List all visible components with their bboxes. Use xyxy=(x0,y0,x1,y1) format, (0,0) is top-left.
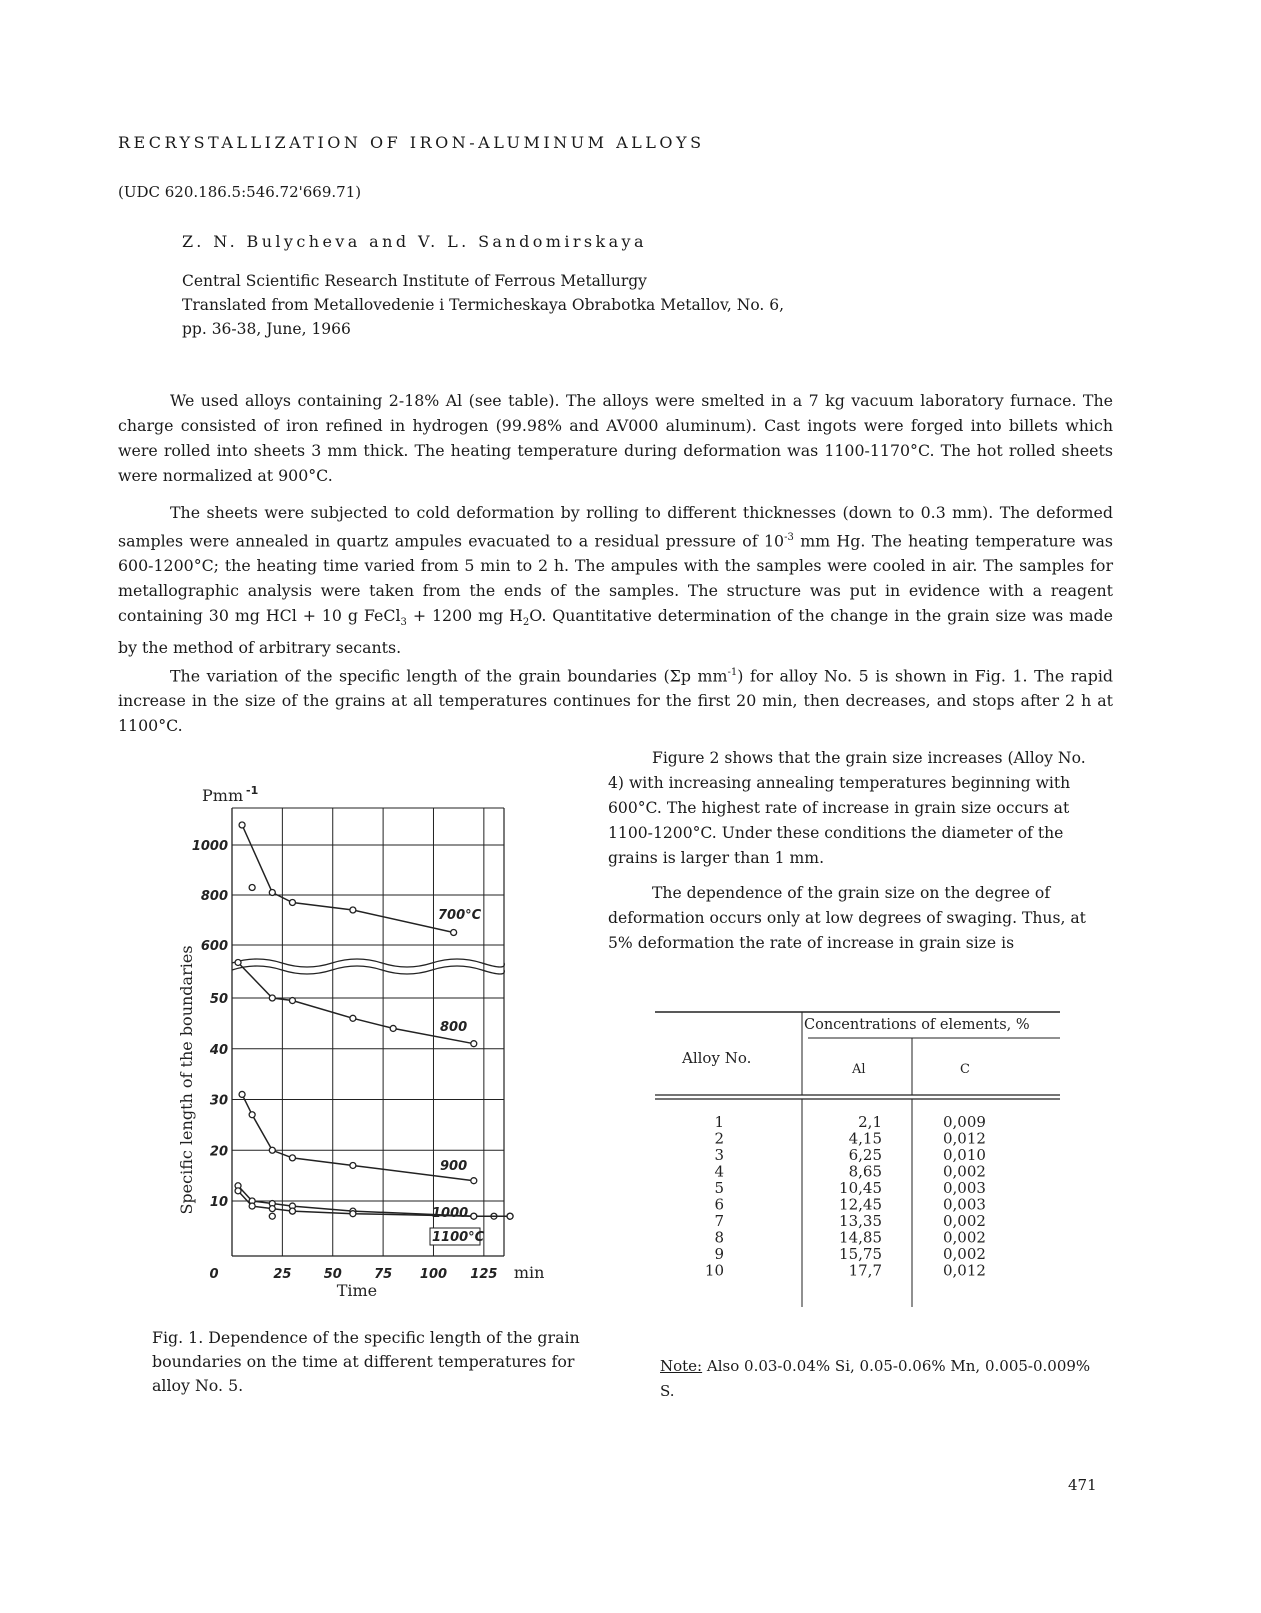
table-cell-al: 6,25 xyxy=(848,1146,882,1164)
table-cell-c: 0,003 xyxy=(943,1179,986,1197)
note-label: Note: xyxy=(660,1357,703,1375)
table-cell-alloy: 10 xyxy=(704,1261,724,1280)
table-header-concentrations: Concentrations of elements, % xyxy=(804,1017,1030,1033)
figure-1-caption: Fig. 1. Dependence of the specific length of the grain boundaries on the time at different temperatures for alloy No. 5. xyxy=(152,1328,580,1395)
data-point xyxy=(269,995,275,1001)
y-tick-label: 1000 xyxy=(191,839,228,854)
y-unit-label: Pmm xyxy=(202,786,244,805)
right-paragraph-1: Figure 2 shows that the grain size increases (Alloy No. 4) with increasing annealing temperatures beginning with 600°C. The highest rate of increase in grain size occurs at 1100-1200°C. Under these conditions the diameter of the grains is larger than 1 mm. xyxy=(608,749,1086,867)
y-tick-label: 30 xyxy=(209,1093,228,1109)
table-cell-c: 0,002 xyxy=(943,1228,986,1247)
x-tick-label: 125 xyxy=(470,1267,498,1282)
table-cell-alloy: 1 xyxy=(714,1113,724,1131)
data-point xyxy=(289,1155,295,1161)
series-label-3: 1000 xyxy=(432,1206,469,1221)
table-cell-al: 14,85 xyxy=(839,1228,882,1247)
series-label-0: 700°C xyxy=(438,908,482,923)
paper-title: RECRYSTALLIZATION OF IRON-ALUMINUM ALLOYS xyxy=(118,133,705,152)
data-point xyxy=(350,1162,356,1168)
table-cell-c: 0,002 xyxy=(943,1245,986,1263)
series-label-4: 1100°C xyxy=(432,1230,485,1245)
table-cell-alloy: 8 xyxy=(714,1228,724,1247)
udc-code: (UDC 620.186.5:546.72'669.71) xyxy=(118,183,362,201)
table-cell-al: 17,7 xyxy=(848,1261,882,1280)
table-cell-alloy: 3 xyxy=(714,1146,724,1164)
note-text: Also 0.03-0.04% Si, 0.05-0.06% Mn, 0.005-0.009% S. xyxy=(660,1357,1091,1400)
y-tick-label: 600 xyxy=(200,939,228,954)
data-point xyxy=(350,1211,356,1217)
x-axis-label: Time xyxy=(336,1281,378,1300)
table-header-c: C xyxy=(960,1062,970,1077)
data-point xyxy=(269,1147,275,1153)
table-header-al: Al xyxy=(852,1062,866,1077)
table-note xyxy=(660,1354,1100,1404)
translation-source: Translated from Metallovedenie i Termicheskaya Obrabotka Metallov, No. 6, xyxy=(182,296,785,314)
x-tick-label: 0 xyxy=(209,1267,219,1282)
series-label-1: 800 xyxy=(440,1020,468,1035)
data-point xyxy=(235,1188,241,1194)
table-cell-al: 2,1 xyxy=(858,1113,882,1131)
data-point xyxy=(451,930,457,936)
institute: Central Scientific Research Institute of Ferrous Metallurgy xyxy=(182,272,647,290)
table-header-alloy: Alloy No. xyxy=(682,1049,752,1067)
table-cell-c: 0,009 xyxy=(943,1113,986,1131)
table-cell-al: 13,35 xyxy=(839,1212,882,1230)
table-cell-c: 0,010 xyxy=(943,1146,986,1164)
data-point xyxy=(239,822,245,828)
table-cell-alloy: 6 xyxy=(714,1195,724,1214)
body-paragraph-3: The variation of the specific length of the grain boundaries (Σp $mm^{-1}$) for alloy No. 5 is shown in Fig. 1. The rapid increase in the size of the grains at all temperatures continues for the first 20 min, then decreases, and stops after 2 h at 1100°C. xyxy=(118,666,1113,736)
figure-1-chart xyxy=(170,780,545,1300)
data-point xyxy=(249,885,255,891)
table-cell-alloy: 9 xyxy=(714,1245,724,1263)
alloy-table xyxy=(650,1005,1070,1315)
body-paragraph-1: We used alloys containing 2-18% Al (see table). The alloys were smelted in a 7 kg vacuum laboratory furnace. The charge consisted of iron refined in hydrogen (99.98% and AV000 aluminum). Cast ingots were forged into billets which were rolled into sheets 3 mm thick. The heating temperature during deformation was 1100-1170°C. The hot rolled sheets were normalized at 900°C. xyxy=(118,391,1113,485)
series-line-0 xyxy=(242,825,454,933)
data-point xyxy=(471,1213,477,1219)
y-tick-label: 800 xyxy=(200,889,228,904)
axis-break-wave xyxy=(232,966,504,974)
data-point xyxy=(289,998,295,1004)
y-tick-label: 10 xyxy=(209,1195,228,1210)
data-point xyxy=(507,1213,513,1219)
page-number: 471 xyxy=(1068,1476,1097,1494)
data-point xyxy=(350,907,356,913)
x-unit-label: min xyxy=(513,1263,545,1282)
table-cell-al: 4,15 xyxy=(848,1129,882,1148)
y-tick-label: 20 xyxy=(209,1144,228,1160)
right-paragraph-2: The dependence of the grain size on the degree of deformation occurs only at low degrees of swaging. Thus, at 5% deformation the rate of increase in grain size is xyxy=(608,884,1086,952)
table-cell-alloy: 5 xyxy=(714,1179,724,1197)
x-tick-label: 50 xyxy=(323,1267,342,1282)
data-point xyxy=(390,1025,396,1031)
table-cell-c: 0,012 xyxy=(943,1261,986,1280)
y-unit-superscript: -1 xyxy=(246,784,259,797)
right-column-text xyxy=(608,746,1103,966)
table-cell-alloy: 2 xyxy=(714,1129,724,1148)
y-tick-label: 50 xyxy=(209,992,228,1007)
data-point xyxy=(249,1203,255,1209)
table-cell-al: 8,65 xyxy=(848,1162,882,1181)
table-cell-al: 12,45 xyxy=(839,1195,882,1214)
data-point xyxy=(269,1206,275,1212)
y-axis-label: Specific length of the boundaries xyxy=(177,945,196,1215)
data-point xyxy=(239,1091,245,1097)
x-tick-label: 100 xyxy=(419,1267,448,1282)
table-cell-c: 0,002 xyxy=(943,1212,986,1230)
table-cell-c: 0,002 xyxy=(943,1162,986,1181)
series-label-2: 900 xyxy=(440,1159,468,1174)
table-cell-al: 15,75 xyxy=(839,1245,882,1263)
table-cell-c: 0,003 xyxy=(943,1195,986,1214)
data-point xyxy=(471,1041,477,1047)
data-point xyxy=(269,1213,275,1219)
data-point xyxy=(235,959,241,965)
data-point xyxy=(289,1208,295,1214)
authors: Z. N. Bulycheva and V. L. Sandomirskaya xyxy=(182,232,647,251)
data-point xyxy=(289,900,295,906)
table-cell-alloy: 4 xyxy=(714,1162,724,1181)
pages-date: pp. 36-38, June, 1966 xyxy=(182,320,351,338)
series-line-1 xyxy=(238,963,474,1044)
y-tick-label: 40 xyxy=(209,1042,228,1058)
affiliation-block xyxy=(182,269,784,341)
data-point xyxy=(249,1112,255,1118)
table-cell-c: 0,012 xyxy=(943,1129,986,1148)
body-paragraph-2: The sheets were subjected to cold deformation by rolling to different thicknesses (down to 0.3 mm). The deformed samples were annealed in quartz ampules evacuated to a residual pressure of $10^{-3}$ mm Hg. The heating temperature was 600-1200°C; the heating time varied from 5 min to 2 h. The ampules with the samples were cooled in air. The samples for metallographic analysis were taken from the ends of the samples. The structure was put in evidence with a reagent containing 30 mg HCl + 10 g FeCl$_3$ + 1200 mg $H_2O$. Quantitative determination of the change in the grain size was made by the method of arbitrary secants. xyxy=(118,503,1114,658)
data-point xyxy=(350,1015,356,1021)
data-point xyxy=(269,890,275,896)
data-point xyxy=(471,1178,477,1184)
table-cell-al: 10,45 xyxy=(839,1179,882,1197)
table-cell-alloy: 7 xyxy=(714,1212,724,1230)
x-tick-label: 75 xyxy=(374,1267,393,1282)
x-tick-label: 25 xyxy=(273,1267,292,1282)
